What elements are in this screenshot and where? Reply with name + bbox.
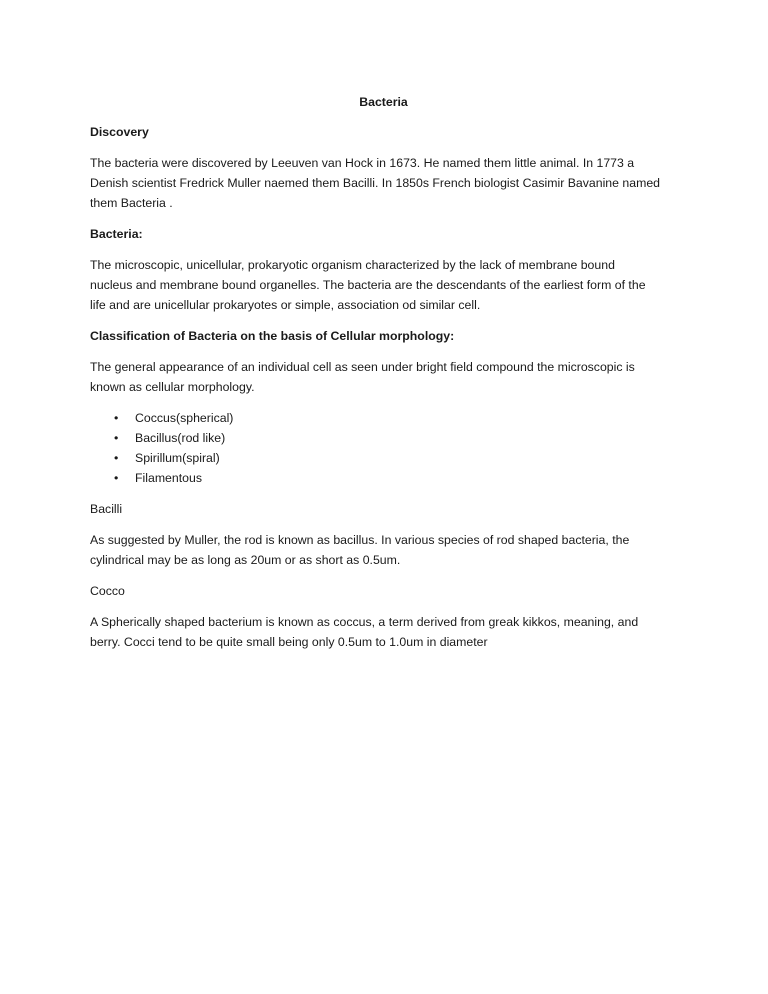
paragraph-cocco [90, 612, 665, 652]
list-item [90, 468, 665, 488]
list-item [90, 408, 665, 428]
paragraph-classification [90, 357, 665, 397]
paragraph-line: The microscopic, unicellular, prokaryotic organism characterized by the lack of membrane bound [90, 258, 615, 272]
section-heading-discovery: Discovery [90, 125, 149, 139]
document-body [90, 92, 665, 663]
paragraph-line: cylindrical may be as long as 20um or as short as 0.5um. [90, 553, 401, 567]
list-item-label: Bacillus(rod like) [135, 431, 226, 445]
paragraph-line: Denish scientist Fredrick Muller naemed them Bacilli. In 1850s French biologist Casimir Bavanine named [90, 176, 661, 190]
paragraph-line: The general appearance of an individual cell as seen under bright field compound the microscopic is [90, 360, 635, 374]
bullet-icon: • [114, 471, 119, 485]
list-item-label: Coccus(spherical) [135, 411, 234, 425]
section-heading-classification: Classification of Bacteria on the basis of Cellular morphology: [90, 329, 455, 343]
paragraph-line: known as cellular morphology. [90, 380, 255, 394]
bullet-icon: • [114, 431, 119, 445]
paragraph-line: nucleus and membrane bound organelles. The bacteria are the descendants of the earliest form of the [90, 278, 646, 292]
paragraph-line: life and are unicellular prokaryotes or simple, association od similar cell. [90, 298, 481, 312]
paragraph-bacilli [90, 530, 665, 570]
paragraph-line: The bacteria were discovered by Leeuven van Hock in 1673. He named them little animal. In 1773 a [90, 156, 635, 170]
list-item-label: Spirillum(spiral) [135, 451, 220, 465]
section-heading-cocco: Cocco [90, 584, 125, 598]
paragraph-line: A Spherically shaped bacterium is known as coccus, a term derived from greak kikkos, meaning, and [90, 615, 639, 629]
paragraph-line: them Bacteria . [90, 196, 173, 210]
list-item-label: Filamentous [135, 471, 202, 485]
list-item [90, 448, 665, 468]
paragraph-line: berry. Cocci tend to be quite small being only 0.5um to 1.0um in diameter [90, 635, 488, 649]
document-title: Bacteria [359, 95, 408, 109]
section-heading-bacilli: Bacilli [90, 502, 123, 516]
bullet-icon: • [114, 451, 119, 465]
section-heading-bacteria: Bacteria: [90, 227, 143, 241]
paragraph-line: As suggested by Muller, the rod is known as bacillus. In various species of rod shaped bacteria, the [90, 533, 630, 547]
morphology-bullet-list [90, 408, 665, 488]
list-item [90, 428, 665, 448]
bullet-icon: • [114, 411, 119, 425]
paragraph-discovery [90, 153, 665, 213]
paragraph-bacteria [90, 255, 665, 315]
